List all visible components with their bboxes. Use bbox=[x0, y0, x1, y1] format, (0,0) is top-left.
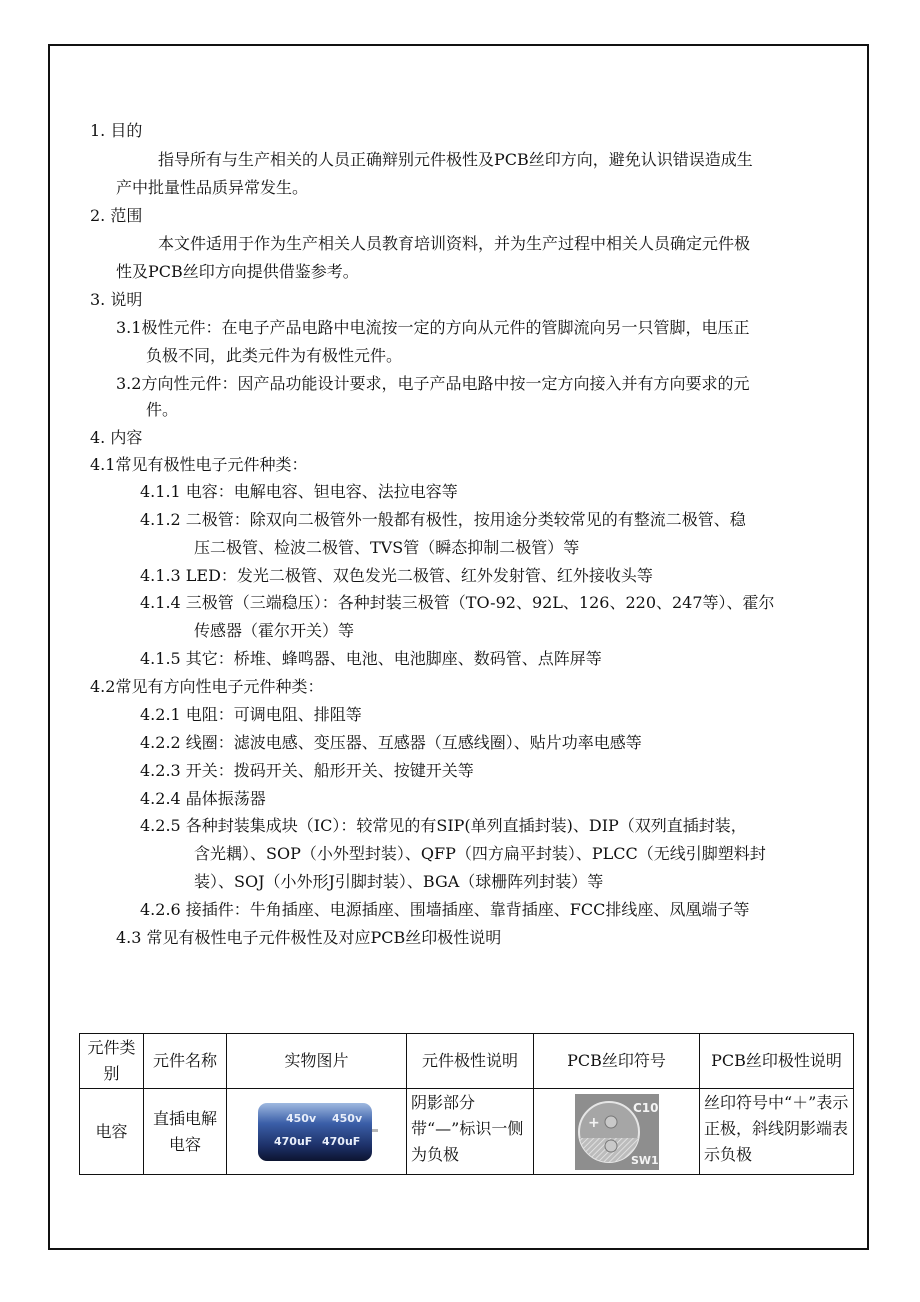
text-line: 4. 内容 bbox=[90, 428, 143, 447]
header-polarity: 元件极性说明 bbox=[407, 1034, 534, 1089]
header-pcb-symbol: PCB丝印符号 bbox=[534, 1034, 700, 1089]
text-line: 4.2.5 各种封装集成块（IC）：较常见的有SIP(单列直插封装)、DIP（双列直插封装， bbox=[140, 816, 747, 835]
text-line: 4.2.2 线圈：滤波电感、变压器、互感器（互感线圈）、贴片功率电感等 bbox=[140, 733, 642, 752]
header-name: 元件名称 bbox=[144, 1034, 227, 1089]
text-line: 4.1.1 电容：电解电容、钽电容、法拉电容等 bbox=[140, 482, 458, 501]
cell-name: 直插电解电容 bbox=[144, 1089, 227, 1175]
pcb-pad-positive bbox=[605, 1116, 617, 1128]
text-line: 4.2常见有方向性电子元件种类： bbox=[90, 677, 324, 696]
pcb-ref-label: C10 bbox=[632, 1100, 659, 1115]
text-line: 3.2方向性元件：因产品功能设计要求，电子产品电路中按一定方向接入并有方向要求的元 bbox=[116, 374, 750, 393]
text-line: 压二极管、检波二极管、TVS管（瞬态抑制二极管）等 bbox=[194, 538, 580, 557]
capacitor-voltage-label: 450v bbox=[285, 1111, 316, 1125]
capacitor-voltage-label: 450v bbox=[331, 1111, 362, 1125]
text-line: 产中批量性品质异常发生。 bbox=[116, 178, 309, 197]
text-line: 装）、SOJ（小外形J引脚封装）、BGA（球栅阵列封装）等 bbox=[194, 872, 604, 891]
text-line: 4.1.4 三极管（三端稳压）：各种封装三极管（TO-92、92L、126、220、247等）、霍尔 bbox=[140, 593, 775, 612]
text-line: 负极不同，此类元件为有极性元件。 bbox=[146, 346, 403, 365]
header-pcb-polarity: PCB丝印极性说明 bbox=[700, 1034, 854, 1089]
pcb-silkscreen-photo bbox=[575, 1094, 659, 1170]
text-line: 1. 目的 bbox=[90, 121, 143, 140]
pcb-plus-label: + bbox=[587, 1114, 600, 1131]
component-table bbox=[79, 1033, 854, 1175]
text-line: 4.3 常见有极性电子元件极性及对应PCB丝印极性说明 bbox=[116, 928, 502, 947]
text-line: 指导所有与生产相关的人员正确辩别元件极性及PCB丝印方向，避免认识错误造成生 bbox=[158, 150, 753, 169]
text-line: 4.1.2 二极管：除双向二极管外一般都有极性，按用途分类较常见的有整流二极管、稳 bbox=[140, 510, 746, 529]
text-line: 4.2.4 晶体振荡器 bbox=[140, 789, 266, 808]
text-line: 4.1常见有极性电子元件种类： bbox=[90, 455, 308, 474]
capacitor-capacitance-label: 470uF bbox=[273, 1134, 312, 1148]
text-line: 传感器（霍尔开关）等 bbox=[194, 621, 355, 640]
text-line: 2. 范围 bbox=[90, 206, 143, 225]
pcb-silkscreen-image bbox=[575, 1094, 659, 1170]
header-category: 元件类别 bbox=[80, 1034, 144, 1089]
cell-polarity: 阴影部分带“—”标识一侧为负极 bbox=[407, 1089, 534, 1175]
table-row bbox=[80, 1089, 854, 1175]
cell-category: 电容 bbox=[80, 1089, 144, 1175]
text-line: 4.1.5 其它：桥堆、蜂鸣器、电池、电池脚座、数码管、点阵屏等 bbox=[140, 649, 602, 668]
text-line: 4.2.3 开关：拨码开关、船形开关、按键开关等 bbox=[140, 761, 474, 780]
text-line: 含光耦）、SOP（小外型封装）、QFP（四方扁平封装）、PLCC（无线引脚塑料封 bbox=[194, 844, 766, 863]
pcb-sw-label: SW1 bbox=[630, 1153, 659, 1167]
text-line: 3.1极性元件：在电子产品电路中电流按一定的方向从元件的管脚流向另一只管脚，电压正 bbox=[116, 318, 750, 337]
text-line: 件。 bbox=[146, 400, 179, 419]
capacitor-image bbox=[256, 1097, 378, 1167]
cell-photo bbox=[227, 1089, 407, 1175]
text-line: 4.2.1 电阻：可调电阻、排阻等 bbox=[140, 705, 362, 724]
text-line: 4.1.3 LED：发光二极管、双色发光二极管、红外发射管、红外接收头等 bbox=[140, 566, 653, 585]
text-line: 本文件适用于作为生产相关人员教育培训资料，并为生产过程中相关人员确定元件极 bbox=[158, 234, 751, 253]
cell-pcb-symbol bbox=[534, 1089, 700, 1175]
pcb-pad-negative bbox=[605, 1140, 617, 1152]
text-line: 性及PCB丝印方向提供借鉴参考。 bbox=[116, 262, 359, 281]
capacitor-capacitance-label: 470uF bbox=[321, 1134, 360, 1148]
table-header-row bbox=[80, 1034, 854, 1089]
capacitor-photo bbox=[256, 1097, 378, 1167]
text-line: 4.2.6 接插件：牛角插座、电源插座、围墙插座、靠背插座、FCC排线座、凤凰端子等 bbox=[140, 900, 750, 919]
header-photo: 实物图片 bbox=[227, 1034, 407, 1089]
text-line: 3. 说明 bbox=[90, 290, 143, 309]
cell-pcb-polarity: 丝印符号中“＋”表示正极，斜线阴影端表示负极 bbox=[700, 1089, 854, 1175]
